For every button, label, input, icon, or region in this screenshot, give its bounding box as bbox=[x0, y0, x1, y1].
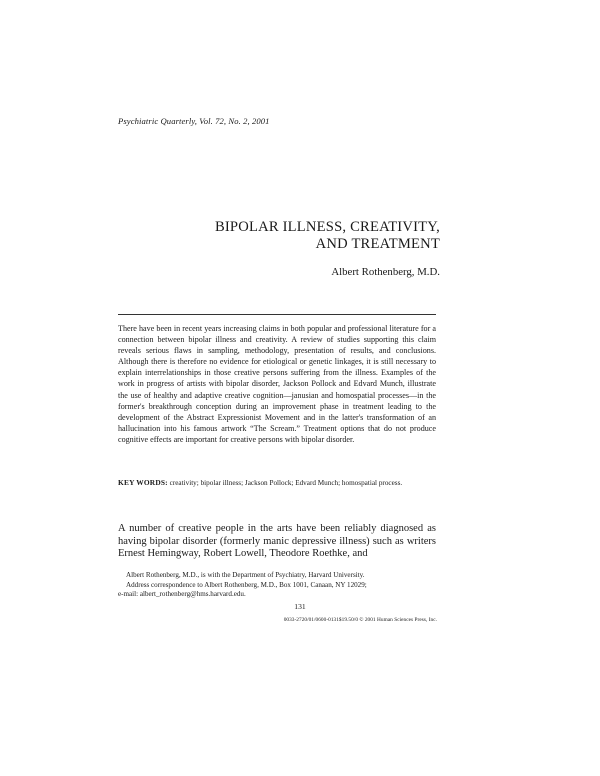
keywords-text: creativity; bipolar illness; Jackson Pollock; Edvard Munch; homospatial process. bbox=[169, 479, 403, 487]
author-footnote bbox=[118, 571, 438, 600]
article-title bbox=[100, 219, 440, 253]
keywords-label: KEY WORDS: bbox=[118, 478, 168, 487]
body-paragraph: A number of creative people in the arts have been reliably diagnosed as having bipolar disorder (formerly manic depressive illness) such as writers Ernest Hemingway, Robert Lowell, Theodore Roethke, and bbox=[118, 523, 436, 560]
title-line-1: BIPOLAR ILLNESS, CREATIVITY, bbox=[214, 219, 440, 235]
page-number: 131 bbox=[294, 602, 306, 611]
footnote-correspondence: Address correspondence to Albert Rothenberg, M.D., Box 1001, Canaan, NY 12029; bbox=[126, 580, 367, 589]
footnote-affiliation: Albert Rothenberg, M.D., is with the Department of Psychiatry, Harvard University. bbox=[126, 571, 365, 579]
abstract-top-rule bbox=[118, 314, 436, 315]
title-line-2: AND TREATMENT bbox=[315, 236, 440, 252]
journal-citation: Psychiatric Quarterly, Vol. 72, No. 2, 2001 bbox=[118, 116, 270, 126]
abstract-text: There have been in recent years increasing claims in both popular and professional literature for a connection between bipolar illness and creativity. A review of studies supporting this claim reveals serious flaws in sampling, methodology, presentation of results, and conclusions. Although there is therefore no evidence for etiological or genetic linkages, it is still necessary to explain interrelationships in those creative persons suffering from the illness. Examples of the work in progress of artists with bipolar disorder, Jackson Pollock and Edvard Munch, illustrate the use of healthy and adaptive creative cognition—janusian and homospatial processes—in the former's breakthrough conception during an improvement phase in treatment leading to the development of the Abstract Expressionist Movement and in the latter's transformation of an hallucination into his famous artwork “The Scream.” Treatment options that do not produce cognitive effects are important for creative persons with bipolar disorder. bbox=[118, 324, 436, 444]
keywords bbox=[118, 478, 436, 488]
copyright-line: 0033-2720/01/0600-0131$19.50/0 © 2001 Human Sciences Press, Inc. bbox=[283, 617, 437, 623]
footnote-email: e-mail: albert_rothenberg@hms.harvard.edu. bbox=[118, 590, 246, 599]
author-name: Albert Rothenberg, M.D. bbox=[331, 266, 440, 278]
